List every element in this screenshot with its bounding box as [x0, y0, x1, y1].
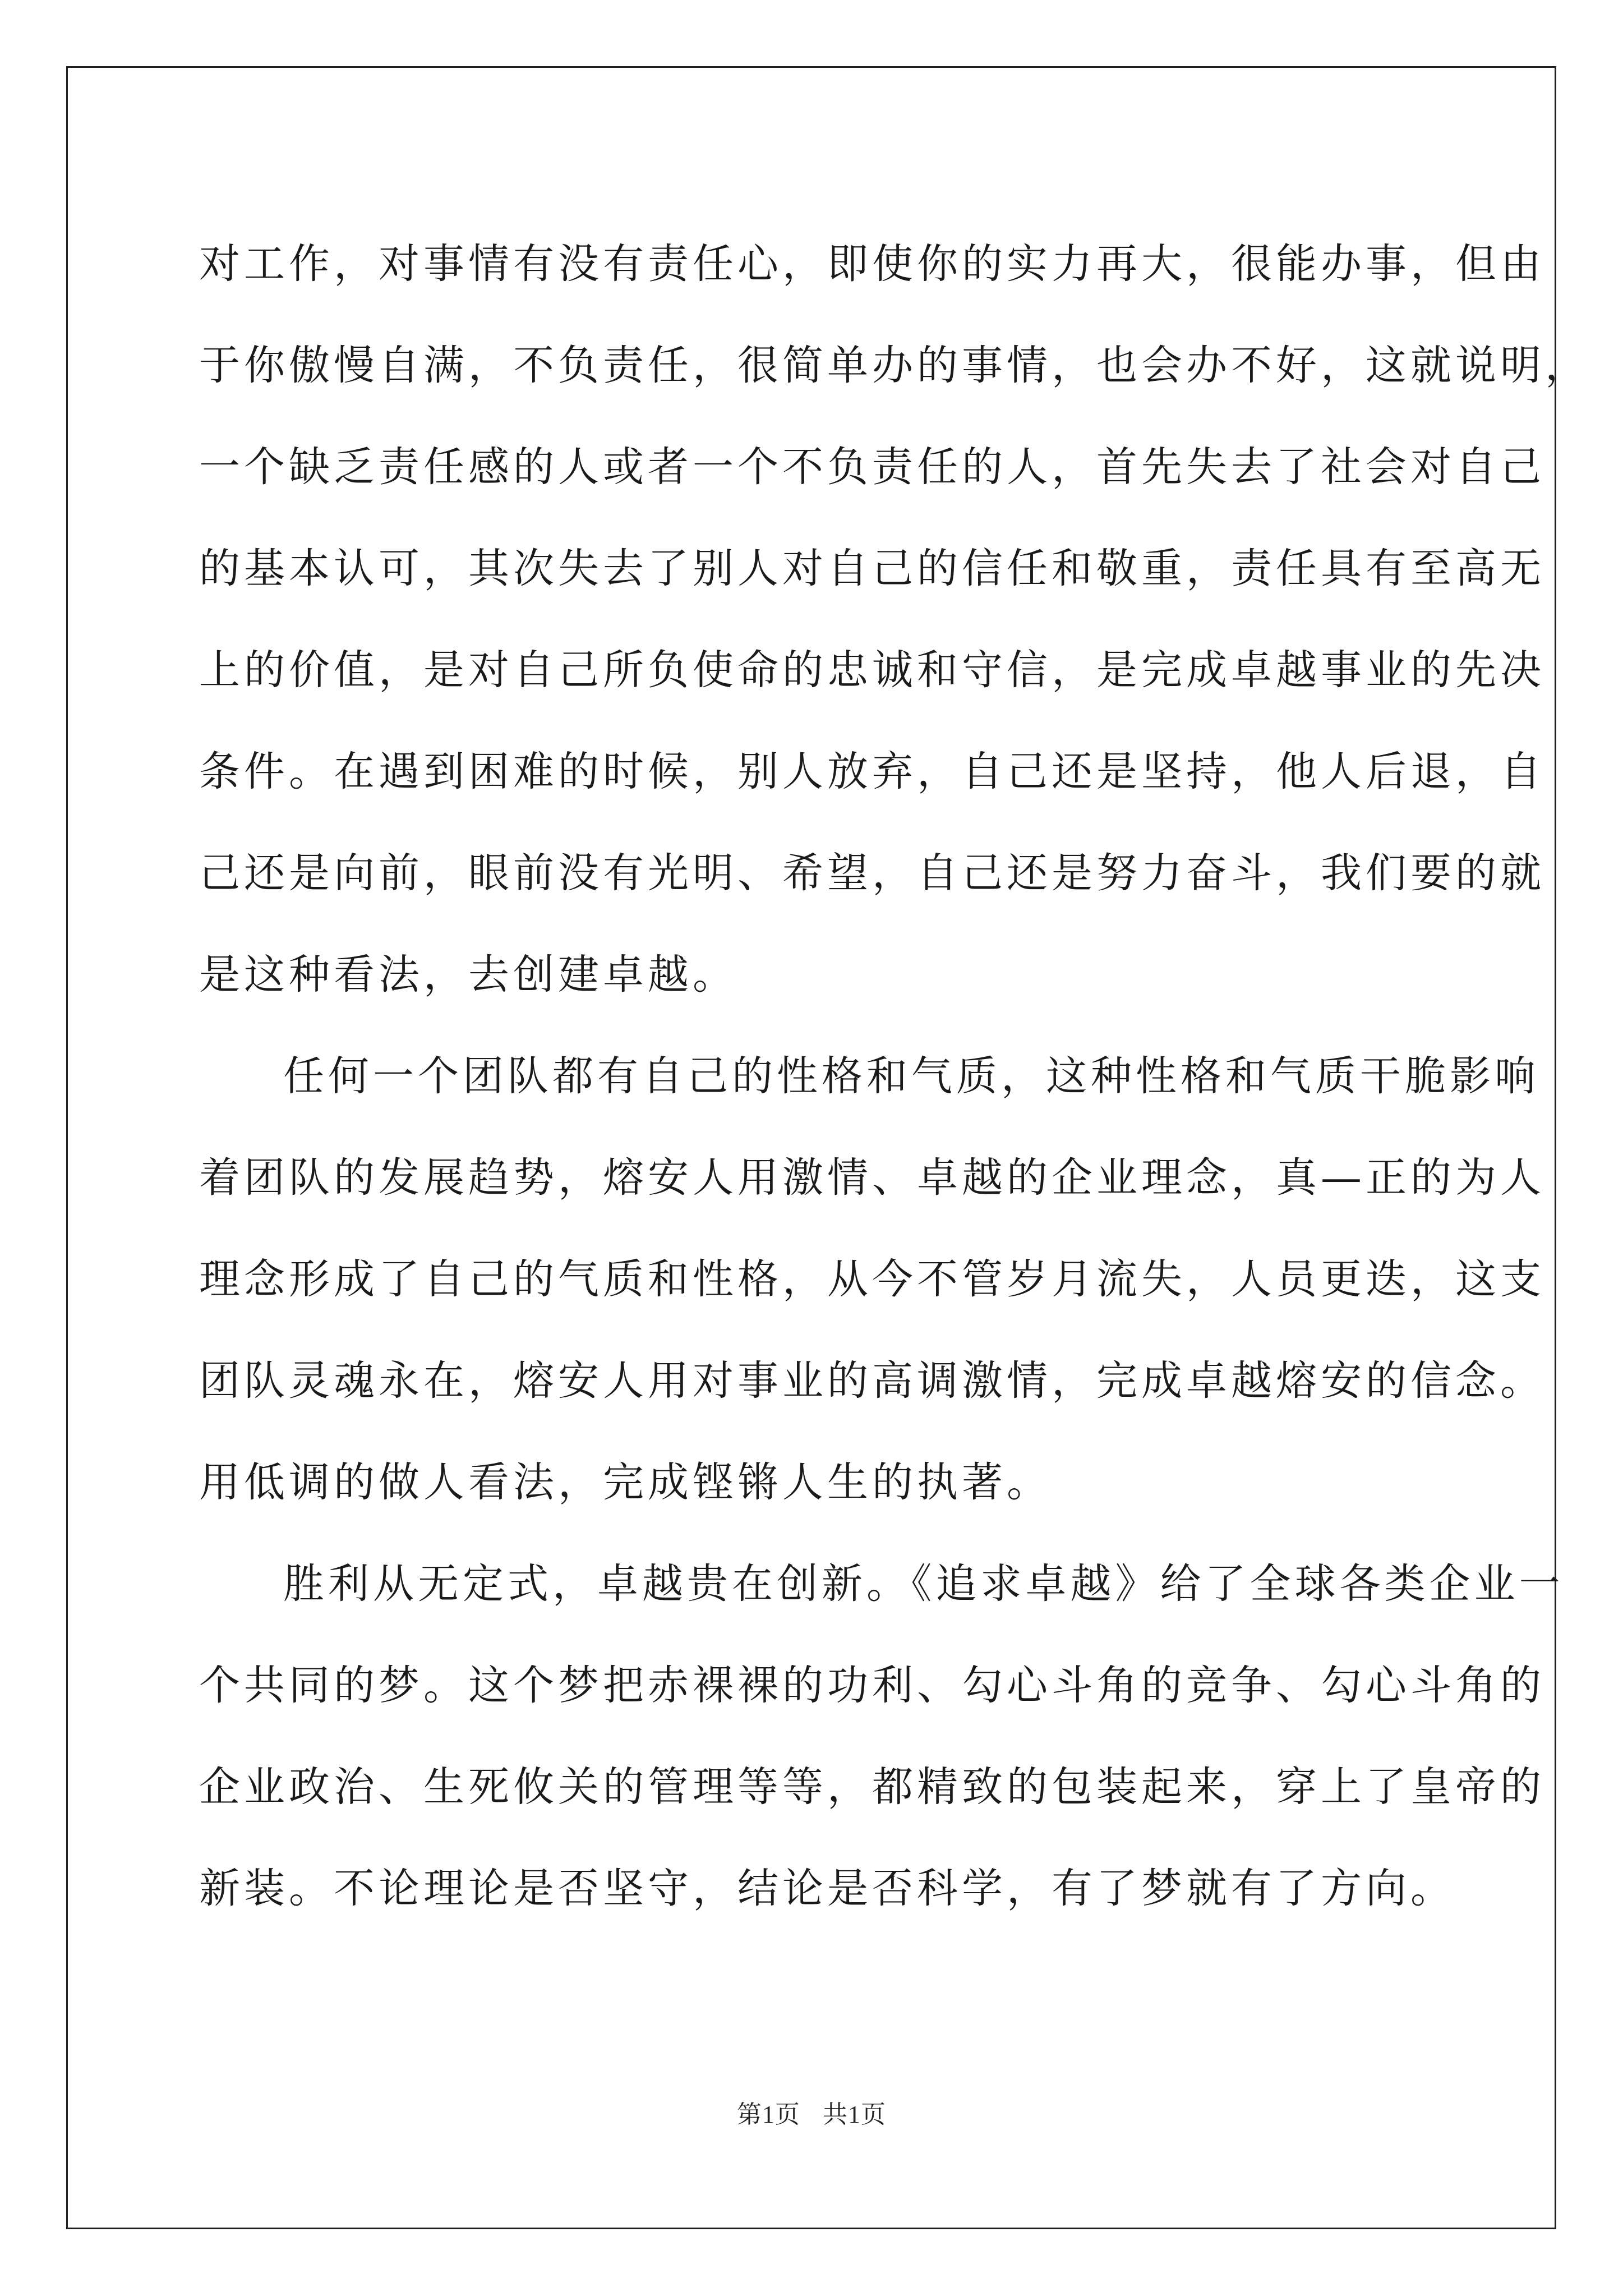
text-line: 个共同的梦。这个梦把赤裸裸的功利、勾心斗角的竞争、勾心斗角的 — [199, 1662, 1545, 1709]
page-footer — [0, 2098, 1623, 2132]
text-line: 是这种看法，去创建卓越。 — [199, 951, 737, 999]
text-line: 的基本认可，其次失去了别人对自己的信任和敬重，责任具有至高无 — [199, 545, 1545, 592]
text-line: 对工作，对事情有没有责任心，即使你的实力再大，很能办事，但由 — [199, 240, 1545, 288]
text-line: 理念形成了自己的气质和性格，从今不管岁月流失，人员更迭，这支 — [199, 1255, 1545, 1303]
text-line: 条件。在遇到困难的时候，别人放弃，自己还是坚持，他人后退，自 — [199, 748, 1545, 795]
text-line: 一个缺乏责任感的人或者一个不负责任的人，首先失去了社会对自己 — [199, 443, 1545, 491]
text-line: 用低调的做人看法，完成铿锵人生的执著。 — [199, 1458, 1052, 1506]
text-line: 任何一个团队都有自己的性格和气质，这种性格和气质干脆影响 — [283, 1052, 1539, 1100]
text-line: 企业政治、生死攸关的管理等等，都精致的包装起来，穿上了皇帝的 — [199, 1763, 1545, 1811]
text-line: 新装。不论理论是否坚守，结论是否科学，有了梦就有了方向。 — [199, 1865, 1455, 1912]
text-line: 于你傲慢自满，不负责任，很简单办的事情，也会办不好，这就说明， — [199, 342, 1590, 389]
text-line: 着团队的发展趋势，熔安人用激情、卓越的企业理念，真—正的为人 — [199, 1154, 1545, 1202]
text-line: 上的价值，是对自己所负使命的忠诚和守信，是完成卓越事业的先决 — [199, 646, 1545, 694]
paragraph-1 — [199, 213, 1590, 1025]
page-number-current: 第1页 — [737, 2101, 800, 2128]
document-body — [199, 213, 1590, 1939]
text-line: 己还是向前，眼前没有光明、希望，自己还是努力奋斗，我们要的就 — [199, 849, 1545, 897]
paragraph-3 — [199, 1533, 1564, 1939]
text-line: 胜利从无定式，卓越贵在创新。《追求卓越》给了全球各类企业一 — [283, 1560, 1564, 1608]
paragraph-2 — [199, 1025, 1545, 1533]
text-line: 团队灵魂永在，熔安人用对事业的高调激情，完成卓越熔安的信念。 — [199, 1357, 1545, 1405]
page-number-total: 共1页 — [823, 2101, 886, 2128]
